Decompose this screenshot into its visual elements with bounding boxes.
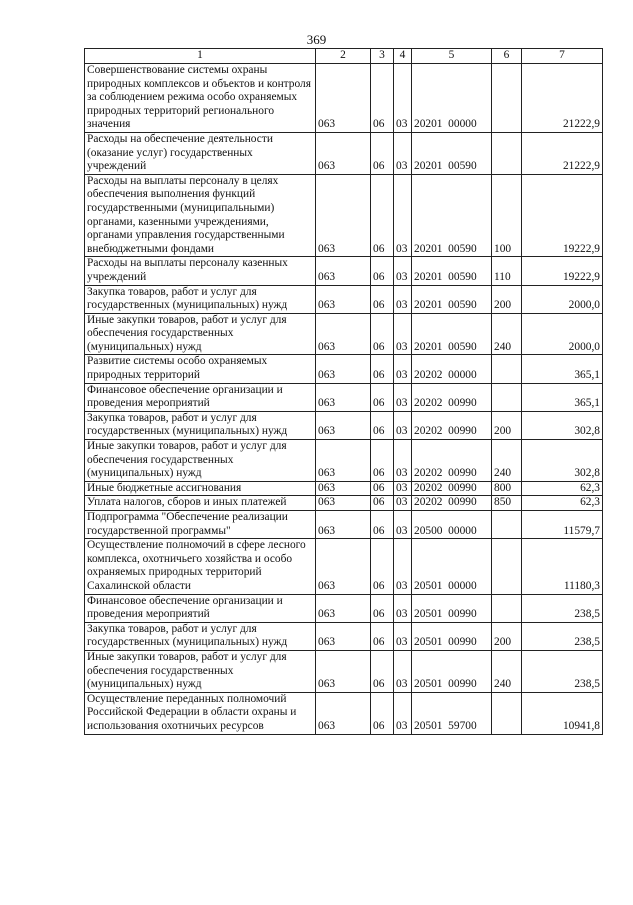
table-row xyxy=(85,692,603,734)
amount-cell: 238,5 xyxy=(522,594,603,622)
expense-type-cell xyxy=(492,539,522,594)
target-item-cell: 20201 00590 xyxy=(412,132,492,174)
table-row xyxy=(85,539,603,594)
expense-type-cell: 200 xyxy=(492,622,522,650)
target-item-cell: 20202 00000 xyxy=(412,355,492,383)
subsection-code-cell: 03 xyxy=(394,64,412,133)
amount-cell: 11180,3 xyxy=(522,539,603,594)
row-name-cell: Уплата налогов, сборов и иных платежей xyxy=(85,496,316,511)
grbs-code-cell: 063 xyxy=(316,64,371,133)
grbs-code-cell: 063 xyxy=(316,383,371,411)
section-code-cell: 06 xyxy=(371,132,394,174)
amount-cell: 62,3 xyxy=(522,481,603,496)
subsection-code-cell: 03 xyxy=(394,257,412,285)
column-header: 4 xyxy=(394,49,412,64)
row-name-cell: Расходы на обеспечение деятельности (оказание услуг) государственных учреждений xyxy=(85,132,316,174)
target-item-cell: 20501 00990 xyxy=(412,622,492,650)
expense-type-cell: 850 xyxy=(492,496,522,511)
target-item-cell: 20202 00990 xyxy=(412,411,492,439)
grbs-code-cell: 063 xyxy=(316,511,371,539)
subsection-code-cell: 03 xyxy=(394,496,412,511)
section-code-cell: 06 xyxy=(371,511,394,539)
expense-type-cell: 200 xyxy=(492,411,522,439)
target-item-cell: 20201 00590 xyxy=(412,174,492,257)
row-name-cell: Осуществление полномочий в сфере лесного комплекса, охотничьего хозяйства и особо охраняемых природных территорий Сахалинской области xyxy=(85,539,316,594)
row-name-cell: Иные закупки товаров, работ и услуг для обеспечения государственных (муниципальных) нужд xyxy=(85,650,316,692)
expense-type-cell: 800 xyxy=(492,481,522,496)
amount-cell: 365,1 xyxy=(522,355,603,383)
table-row xyxy=(85,440,603,482)
amount-cell: 365,1 xyxy=(522,383,603,411)
subsection-code-cell: 03 xyxy=(394,511,412,539)
grbs-code-cell: 063 xyxy=(316,132,371,174)
amount-cell: 10941,8 xyxy=(522,692,603,734)
target-item-cell: 20500 00000 xyxy=(412,511,492,539)
section-code-cell: 06 xyxy=(371,313,394,355)
target-item-cell: 20201 00590 xyxy=(412,257,492,285)
subsection-code-cell: 03 xyxy=(394,650,412,692)
expense-type-cell xyxy=(492,64,522,133)
subsection-code-cell: 03 xyxy=(394,622,412,650)
header-row xyxy=(85,49,603,64)
amount-cell: 2000,0 xyxy=(522,313,603,355)
table-row xyxy=(85,496,603,511)
row-name-cell: Закупка товаров, работ и услуг для государственных (муниципальных) нужд xyxy=(85,622,316,650)
expense-type-cell xyxy=(492,511,522,539)
subsection-code-cell: 03 xyxy=(394,481,412,496)
column-header: 3 xyxy=(371,49,394,64)
row-name-cell: Развитие системы особо охраняемых природных территорий xyxy=(85,355,316,383)
subsection-code-cell: 03 xyxy=(394,539,412,594)
expense-type-cell xyxy=(492,355,522,383)
target-item-cell: 20202 00990 xyxy=(412,440,492,482)
section-code-cell: 06 xyxy=(371,496,394,511)
column-header: 5 xyxy=(412,49,492,64)
grbs-code-cell: 063 xyxy=(316,411,371,439)
expense-type-cell xyxy=(492,383,522,411)
subsection-code-cell: 03 xyxy=(394,174,412,257)
target-item-cell: 20201 00590 xyxy=(412,285,492,313)
amount-cell: 238,5 xyxy=(522,650,603,692)
row-name-cell: Подпрограмма "Обеспечение реализации государственной программы" xyxy=(85,511,316,539)
amount-cell: 2000,0 xyxy=(522,285,603,313)
column-header: 2 xyxy=(316,49,371,64)
row-name-cell: Совершенствование системы охраны природных комплексов и объектов и контроля за соблюдением режима особо охраняемых природных территорий регионального значения xyxy=(85,64,316,133)
expense-type-cell: 240 xyxy=(492,440,522,482)
expense-type-cell: 240 xyxy=(492,650,522,692)
amount-cell: 62,3 xyxy=(522,496,603,511)
row-name-cell: Осуществление переданных полномочий Российской Федерации в области охраны и использования охотничьих ресурсов xyxy=(85,692,316,734)
amount-cell: 21222,9 xyxy=(522,64,603,133)
grbs-code-cell: 063 xyxy=(316,539,371,594)
amount-cell: 19222,9 xyxy=(522,257,603,285)
expense-type-cell: 240 xyxy=(492,313,522,355)
section-code-cell: 06 xyxy=(371,355,394,383)
amount-cell: 19222,9 xyxy=(522,174,603,257)
subsection-code-cell: 03 xyxy=(394,285,412,313)
grbs-code-cell: 063 xyxy=(316,313,371,355)
section-code-cell: 06 xyxy=(371,539,394,594)
subsection-code-cell: 03 xyxy=(394,132,412,174)
amount-cell: 11579,7 xyxy=(522,511,603,539)
row-name-cell: Расходы на выплаты персоналу казенных учреждений xyxy=(85,257,316,285)
section-code-cell: 06 xyxy=(371,594,394,622)
grbs-code-cell: 063 xyxy=(316,355,371,383)
section-code-cell: 06 xyxy=(371,622,394,650)
grbs-code-cell: 063 xyxy=(316,650,371,692)
row-name-cell: Иные бюджетные ассигнования xyxy=(85,481,316,496)
amount-cell: 21222,9 xyxy=(522,132,603,174)
subsection-code-cell: 03 xyxy=(394,383,412,411)
subsection-code-cell: 03 xyxy=(394,355,412,383)
target-item-cell: 20202 00990 xyxy=(412,496,492,511)
grbs-code-cell: 063 xyxy=(316,496,371,511)
section-code-cell: 06 xyxy=(371,257,394,285)
expense-type-cell xyxy=(492,594,522,622)
expense-type-cell: 100 xyxy=(492,174,522,257)
table-row xyxy=(85,64,603,133)
column-header: 6 xyxy=(492,49,522,64)
expense-type-cell: 110 xyxy=(492,257,522,285)
table-row xyxy=(85,481,603,496)
table-row xyxy=(85,511,603,539)
grbs-code-cell: 063 xyxy=(316,594,371,622)
column-header: 1 xyxy=(85,49,316,64)
grbs-code-cell: 063 xyxy=(316,285,371,313)
row-name-cell: Закупка товаров, работ и услуг для государственных (муниципальных) нужд xyxy=(85,285,316,313)
subsection-code-cell: 03 xyxy=(394,411,412,439)
section-code-cell: 06 xyxy=(371,383,394,411)
grbs-code-cell: 063 xyxy=(316,481,371,496)
budget-table xyxy=(84,48,603,735)
grbs-code-cell: 063 xyxy=(316,692,371,734)
grbs-code-cell: 063 xyxy=(316,440,371,482)
subsection-code-cell: 03 xyxy=(394,440,412,482)
section-code-cell: 06 xyxy=(371,411,394,439)
subsection-code-cell: 03 xyxy=(394,692,412,734)
section-code-cell: 06 xyxy=(371,64,394,133)
page-number: 369 xyxy=(306,32,327,47)
table-row xyxy=(85,383,603,411)
grbs-code-cell: 063 xyxy=(316,174,371,257)
table-row xyxy=(85,650,603,692)
expense-type-cell xyxy=(492,132,522,174)
table-row xyxy=(85,132,603,174)
section-code-cell: 06 xyxy=(371,650,394,692)
table-row xyxy=(85,285,603,313)
row-name-cell: Финансовое обеспечение организации и проведения мероприятий xyxy=(85,383,316,411)
section-code-cell: 06 xyxy=(371,481,394,496)
table-row xyxy=(85,622,603,650)
row-name-cell: Финансовое обеспечение организации и проведения мероприятий xyxy=(85,594,316,622)
section-code-cell: 06 xyxy=(371,692,394,734)
target-item-cell: 20202 00990 xyxy=(412,481,492,496)
grbs-code-cell: 063 xyxy=(316,622,371,650)
section-code-cell: 06 xyxy=(371,285,394,313)
table-row xyxy=(85,174,603,257)
target-item-cell: 20501 00990 xyxy=(412,594,492,622)
column-header: 7 xyxy=(522,49,603,64)
section-code-cell: 06 xyxy=(371,440,394,482)
row-name-cell: Закупка товаров, работ и услуг для государственных (муниципальных) нужд xyxy=(85,411,316,439)
section-code-cell: 06 xyxy=(371,174,394,257)
table-row xyxy=(85,594,603,622)
table-row xyxy=(85,355,603,383)
subsection-code-cell: 03 xyxy=(394,594,412,622)
table-row xyxy=(85,411,603,439)
subsection-code-cell: 03 xyxy=(394,313,412,355)
grbs-code-cell: 063 xyxy=(316,257,371,285)
target-item-cell: 20501 00000 xyxy=(412,539,492,594)
row-name-cell: Расходы на выплаты персоналу в целях обеспечения выполнения функций государственными (муниципальными) органами, казенными учреждениями, органами управления государственными внебюджетными фондами xyxy=(85,174,316,257)
expense-type-cell: 200 xyxy=(492,285,522,313)
target-item-cell: 20201 00590 xyxy=(412,313,492,355)
target-item-cell: 20202 00990 xyxy=(412,383,492,411)
amount-cell: 302,8 xyxy=(522,440,603,482)
target-item-cell: 20501 59700 xyxy=(412,692,492,734)
table-row xyxy=(85,257,603,285)
amount-cell: 302,8 xyxy=(522,411,603,439)
target-item-cell: 20501 00990 xyxy=(412,650,492,692)
target-item-cell: 20201 00000 xyxy=(412,64,492,133)
expense-type-cell xyxy=(492,692,522,734)
amount-cell: 238,5 xyxy=(522,622,603,650)
table-row xyxy=(85,313,603,355)
row-name-cell: Иные закупки товаров, работ и услуг для обеспечения государственных (муниципальных) нужд xyxy=(85,313,316,355)
row-name-cell: Иные закупки товаров, работ и услуг для обеспечения государственных (муниципальных) нужд xyxy=(85,440,316,482)
